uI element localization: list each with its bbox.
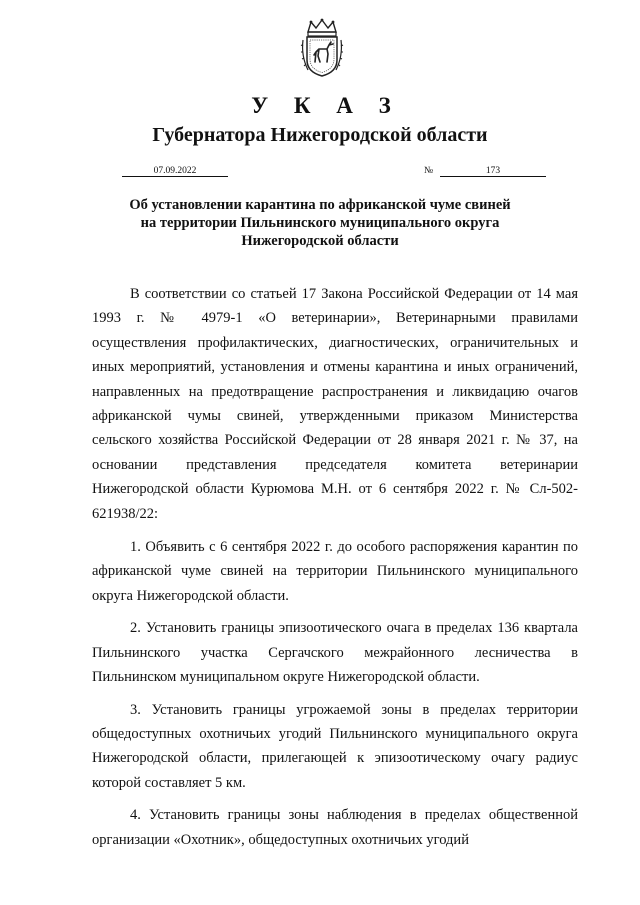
document-number-field [424,163,546,177]
coat-of-arms-icon [300,18,344,78]
clause-paragraph: 1. Объявить с 6 сентября 2022 г. до особого распоряжения карантин по африканской чуме свиней на территории Пильнинского муниципального округа Нижегородской области. [92,539,578,604]
subject-line: Об установлении карантина по африканской чуме свиней [129,197,511,213]
document-type-title: У К А З [251,93,401,118]
document-body [92,282,578,860]
clause-paragraph: 4. Установить границы зоны наблюдения в пределах общественной организации «Охотник», общедоступных охотничьих угодий [92,807,578,848]
subject-line: Нижегородской области [241,233,399,249]
issuer-title: Губернатора Нижегородской области [152,124,488,146]
clause-paragraph: 2. Установить границы эпизоотического очага в пределах 136 квартала Пильнинского участка Сергачского межрайонного лесничества в Пильнинском муниципальном округе Нижегородской области. [92,620,578,686]
document-number: 173 [440,166,546,177]
subject-line: на территории Пильнинского муниципального округа [140,215,500,231]
preamble-paragraph: В соответствии со статьей 17 Закона Российской Федерации от 14 мая 1993 г. № 4979-1 «О ветеринарии», Ветеринарными правилами осуществления профилактических, диагностических, ограничительных и иных мероприятий, установления и отмены карантина и иных ограничений, направленных на предотвращение распространения и ликвидацию очагов африканской чумы свиней, утвержденными приказом Министерства сельского хозяйства Российской Федерации от 28 января 2021 г. № 37, на основании представления председателя комитета ветеринарии Нижегородской области Курюмова М.Н. от 6 сентября 2022 г. № Сл-502-621938/22: [92,286,578,522]
number-label: № [424,166,434,176]
clause-paragraph: 3. Установить границы угрожаемой зоны в пределах территории общедоступных охотничьих угодий Пильнинского муниципального округа Нижегородской области, прилегающей к эпизоотическому очагу радиус которой составляет 5 км. [92,701,578,791]
document-date-field [122,163,228,177]
document-date: 07.09.2022 [122,166,228,177]
document-subject [0,196,640,250]
